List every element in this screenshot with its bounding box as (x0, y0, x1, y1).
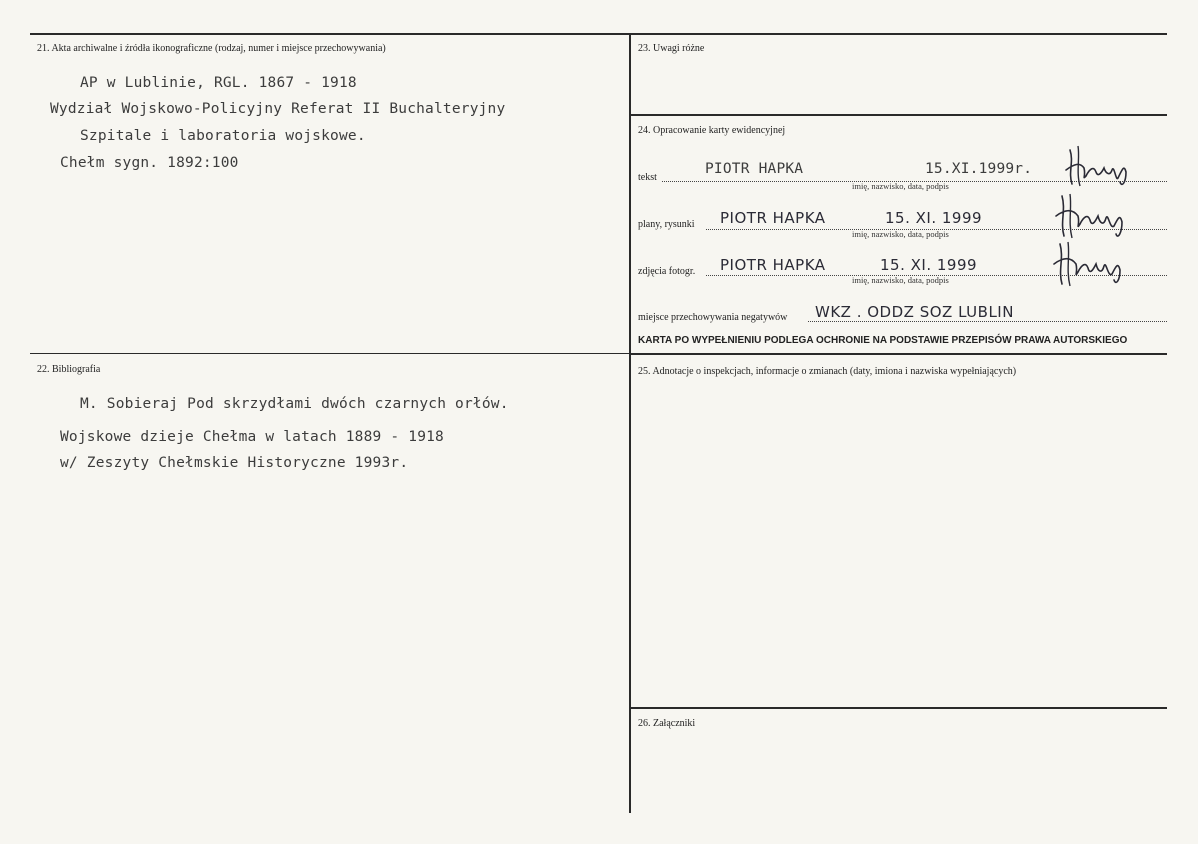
top-rule (30, 33, 1167, 35)
archive-line-2: Wydział Wojskowo-Policyjny Referat II Buchalteryjny (50, 101, 506, 117)
row-caption-text: imię, nazwisko, data, podpis (852, 181, 949, 191)
copyright-notice: KARTA PO WYPEŁNIENIU PODLEGA OCHRONIE NA PODSTAWIE PRZEPISÓW PRAWA AUTORSKIEGO (638, 335, 1128, 346)
signature-text (1060, 142, 1140, 190)
section-26-label: 26. Załączniki (638, 718, 696, 729)
right-rule-25-26 (630, 707, 1167, 709)
author-name-plans: PIOTR HAPKA (720, 209, 826, 227)
row-caption-plans: imię, nazwisko, data, podpis (852, 229, 949, 239)
section-24-label: 24. Opracowanie karty ewidencyjnej (638, 125, 786, 136)
signature-photos (1048, 240, 1133, 288)
right-rule-24-25 (630, 353, 1167, 355)
section-21-label: 21. Akta archiwalne i źródła ikonograficzne (rodzaj, numer i miejsce przechowywania) (37, 43, 386, 54)
row-label-text: tekst (638, 172, 657, 183)
section-22-label: 22. Bibliografia (37, 364, 101, 375)
negatives-label: miejsce przechowywania negatywów (638, 312, 788, 323)
column-divider (629, 33, 631, 813)
bibliography-line-1: M. Sobieraj Pod skrzydłami dwóch czarnych orłów. (80, 396, 509, 412)
section-23-label: 23. Uwagi różne (638, 43, 705, 54)
author-date-photos: 15. XI. 1999 (880, 256, 978, 274)
left-middle-rule (30, 353, 630, 354)
signature-plans (1050, 190, 1135, 242)
archive-line-1: AP w Lublinie, RGL. 1867 - 1918 (80, 75, 357, 91)
negatives-value: WKZ . ODDZ SOZ LUBLIN (815, 303, 1014, 321)
author-name-photos: PIOTR HAPKA (720, 256, 826, 274)
archive-line-4: Chełm sygn. 1892:100 (60, 155, 239, 171)
author-date-text: 15.XI.1999r. (925, 161, 1033, 177)
row-caption-photos: imię, nazwisko, data, podpis (852, 275, 949, 285)
row-label-photos: zdjęcia fotogr. (638, 266, 696, 277)
row-label-plans: plany, rysunki (638, 219, 695, 230)
author-name-text: PIOTR HAPKA (705, 161, 804, 177)
bibliography-line-3: w/ Zeszyty Chełmskie Historyczne 1993r. (60, 455, 409, 471)
negatives-line (808, 321, 1167, 322)
author-date-plans: 15. XI. 1999 (885, 209, 983, 227)
right-rule-23-24 (630, 114, 1167, 116)
section-25-label: 25. Adnotacje o inspekcjach, informacje o zmianach (daty, imiona i nazwiska wypełniających) (638, 366, 1017, 377)
bibliography-line-2: Wojskowe dzieje Chełma w latach 1889 - 1918 (60, 429, 444, 445)
archive-line-3: Szpitale i laboratoria wojskowe. (80, 128, 366, 144)
